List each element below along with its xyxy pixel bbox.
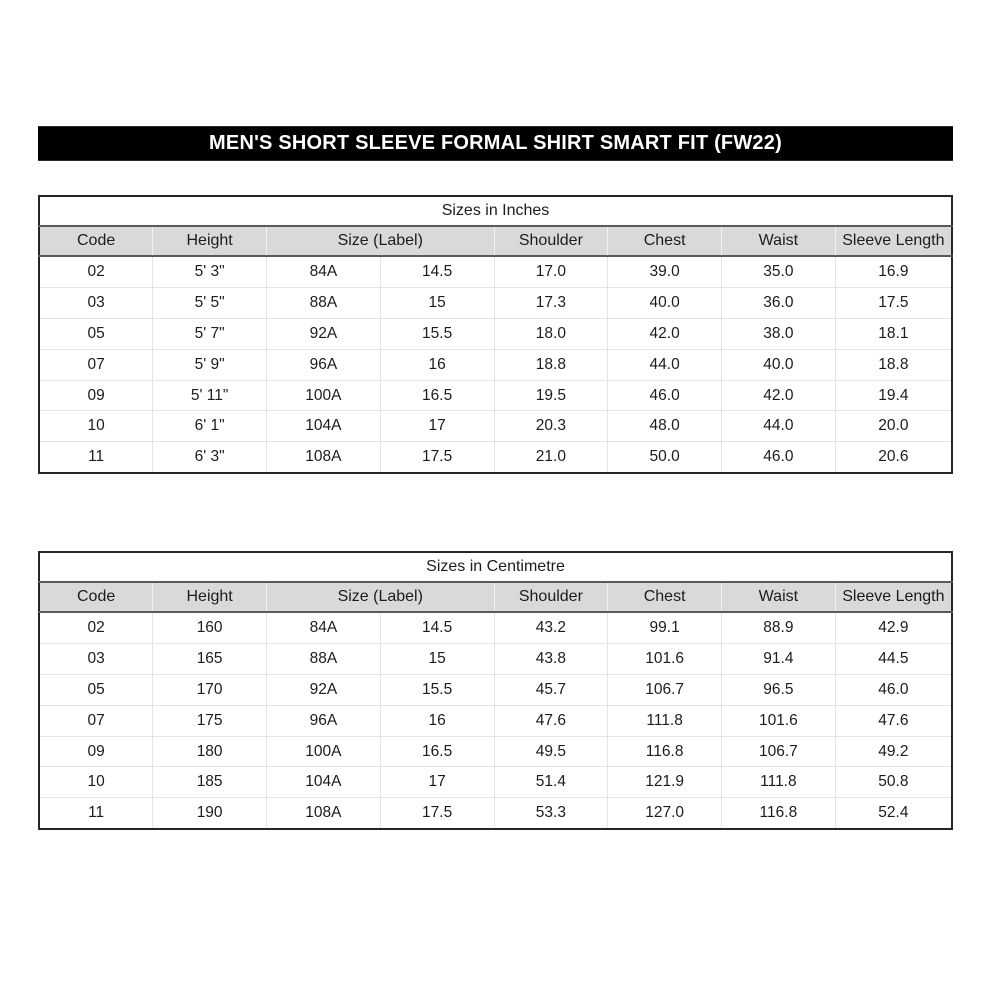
table-row [39, 705, 952, 736]
table-cell: 84A [267, 612, 381, 643]
table-cell: 52.4 [835, 798, 952, 829]
column-header-row [39, 226, 952, 256]
table-row [39, 287, 952, 318]
table-cell: 100A [267, 380, 381, 411]
table-row [39, 674, 952, 705]
table-title-row [39, 552, 952, 582]
table-cell: 106.7 [608, 674, 722, 705]
table-cell: 46.0 [722, 442, 836, 473]
table-cell: 44.5 [835, 643, 952, 674]
table-cell: 106.7 [722, 736, 836, 767]
table-cell: 03 [39, 643, 153, 674]
table-cell: 14.5 [380, 612, 494, 643]
column-header-sleeve-length: Sleeve Length [835, 226, 952, 256]
column-header-waist: Waist [722, 582, 836, 612]
table-cell: 84A [267, 256, 381, 287]
table-cell: 17 [380, 767, 494, 798]
table-cell: 6' 3" [153, 442, 267, 473]
table-cell: 175 [153, 705, 267, 736]
table-cell: 88A [267, 643, 381, 674]
table-cell: 116.8 [722, 798, 836, 829]
table-cell: 5' 3" [153, 256, 267, 287]
column-header-shoulder: Shoulder [494, 226, 608, 256]
table-cell: 111.8 [722, 767, 836, 798]
table-cell: 49.5 [494, 736, 608, 767]
column-header-chest: Chest [608, 226, 722, 256]
table-cell: 19.5 [494, 380, 608, 411]
table-cell: 51.4 [494, 767, 608, 798]
table-cell: 09 [39, 736, 153, 767]
table-cell: 104A [267, 767, 381, 798]
table-cell: 02 [87, 618, 105, 636]
table-cell: 15.5 [380, 674, 494, 705]
table-cell: 20.0 [835, 411, 952, 442]
table-cell: 17.5 [380, 442, 494, 473]
table-cell: 16 [380, 705, 494, 736]
table-cell: 18.0 [494, 318, 608, 349]
table-cell: 20.3 [494, 411, 608, 442]
table-cell: 43.2 [494, 612, 608, 643]
table-cell: 6' 1" [153, 411, 267, 442]
column-header-code: Code [39, 226, 153, 256]
table-cell: 5' 9" [153, 349, 267, 380]
table-cell: 116.8 [608, 736, 722, 767]
table-title: Sizes in Inches [39, 196, 952, 226]
table-cell: 42.0 [722, 380, 836, 411]
table-cell: 14.5 [380, 256, 494, 287]
column-header-waist: Waist [722, 226, 836, 256]
table-cell: 180 [153, 736, 267, 767]
table-cell: 88.9 [722, 612, 836, 643]
table-cell: 46.0 [608, 380, 722, 411]
column-header-shoulder: Shoulder [494, 582, 608, 612]
table-cell: 02 [87, 262, 105, 280]
table-cell: 16.9 [835, 256, 952, 287]
table-cell: 17.3 [494, 287, 608, 318]
column-header-size-label: Size (Label) [267, 226, 495, 256]
table-cell: 05 [39, 318, 153, 349]
table-cell: 44.0 [722, 411, 836, 442]
table-cell: 18.8 [494, 349, 608, 380]
table-cell: 96A [267, 349, 381, 380]
table-cell: 101.6 [722, 705, 836, 736]
column-header-code: Code [39, 582, 153, 612]
column-header-height: Height [153, 582, 267, 612]
table-cell: 108A [267, 798, 381, 829]
table-cell: 160 [153, 612, 267, 643]
table-row [39, 767, 952, 798]
table-cell: 15 [380, 643, 494, 674]
table-cell: 96A [267, 705, 381, 736]
table-cell: 05 [39, 674, 153, 705]
table-body [39, 256, 952, 473]
table-row [39, 798, 952, 829]
table-cell: 88A [267, 287, 381, 318]
column-header-size-label: Size (Label) [267, 582, 495, 612]
column-header-chest: Chest [608, 582, 722, 612]
table-cell: 11 [39, 442, 153, 473]
table-row [39, 380, 952, 411]
table-cell: 21.0 [494, 442, 608, 473]
table-row [39, 318, 952, 349]
table-cell: 47.6 [494, 705, 608, 736]
table-cell: 15.5 [380, 318, 494, 349]
table-cell: 92A [267, 674, 381, 705]
table-cell: 46.0 [835, 674, 952, 705]
table-cell: 17.0 [494, 256, 608, 287]
table-title-row [39, 196, 952, 226]
table-cell: 50.0 [608, 442, 722, 473]
table-row [39, 349, 952, 380]
table-cell: 165 [153, 643, 267, 674]
table-cell: 42.9 [835, 612, 952, 643]
table-cell: 10 [39, 411, 153, 442]
column-header-row [39, 582, 952, 612]
table-cell: 38.0 [722, 318, 836, 349]
table-cell: 185 [153, 767, 267, 798]
table-cell: 18.1 [835, 318, 952, 349]
table-cell: 07 [39, 705, 153, 736]
column-header-height: Height [153, 226, 267, 256]
table-row [39, 612, 952, 643]
table-cell: 07 [39, 349, 153, 380]
table-cell: 36.0 [722, 287, 836, 318]
sizes-in-inches-table [38, 195, 953, 474]
table-cell: 190 [153, 798, 267, 829]
table-title: Sizes in Centimetre [39, 552, 952, 582]
table-cell: 91.4 [722, 643, 836, 674]
table-cell: 101.6 [608, 643, 722, 674]
table-cell: 16.5 [380, 380, 494, 411]
table-cell: 170 [153, 674, 267, 705]
table-cell: 92A [267, 318, 381, 349]
table-cell: 50.8 [835, 767, 952, 798]
table-cell: 03 [39, 287, 153, 318]
table-cell: 47.6 [835, 705, 952, 736]
table-cell: 121.9 [608, 767, 722, 798]
table-row [39, 256, 952, 287]
table-cell: 19.4 [835, 380, 952, 411]
table-cell: 99.1 [608, 612, 722, 643]
table-cell: 100A [267, 736, 381, 767]
table-cell: 16 [380, 349, 494, 380]
table-cell: 127.0 [608, 798, 722, 829]
table-cell: 17.5 [835, 287, 952, 318]
table-row [39, 411, 952, 442]
table-cell: 45.7 [494, 674, 608, 705]
table-cell: 16.5 [380, 736, 494, 767]
sizes-in-centimetre-table [38, 551, 953, 830]
table-cell: 09 [39, 380, 153, 411]
column-header-sleeve-length: Sleeve Length [835, 582, 952, 612]
table-cell: 18.8 [835, 349, 952, 380]
table-row [39, 442, 952, 473]
table-cell: 104A [267, 411, 381, 442]
table-cell: 17.5 [380, 798, 494, 829]
table-cell: 20.6 [835, 442, 952, 473]
table-cell: 5' 7" [153, 318, 267, 349]
table-cell: 49.2 [835, 736, 952, 767]
product-title-banner [38, 126, 953, 161]
table-cell: 17 [380, 411, 494, 442]
table-cell: 42.0 [608, 318, 722, 349]
table-body [39, 612, 952, 829]
table-cell: 10 [39, 767, 153, 798]
table-cell: 5' 11" [153, 380, 267, 411]
table-cell: 5' 5" [153, 287, 267, 318]
table-cell: 40.0 [722, 349, 836, 380]
table-cell: 48.0 [608, 411, 722, 442]
table-cell: 96.5 [722, 674, 836, 705]
table-cell: 53.3 [494, 798, 608, 829]
table-row [39, 643, 952, 674]
table-cell: 44.0 [608, 349, 722, 380]
table-row [39, 736, 952, 767]
table-cell: 35.0 [722, 256, 836, 287]
table-cell: 40.0 [608, 287, 722, 318]
table-cell: 11 [39, 798, 153, 829]
table-cell: 108A [267, 442, 381, 473]
table-cell: 43.8 [494, 643, 608, 674]
table-cell: 15 [380, 287, 494, 318]
table-cell: 39.0 [608, 256, 722, 287]
product-title: MEN'S SHORT SLEEVE FORMAL SHIRT SMART FIT (FW22) [209, 132, 782, 154]
table-cell: 111.8 [608, 705, 722, 736]
